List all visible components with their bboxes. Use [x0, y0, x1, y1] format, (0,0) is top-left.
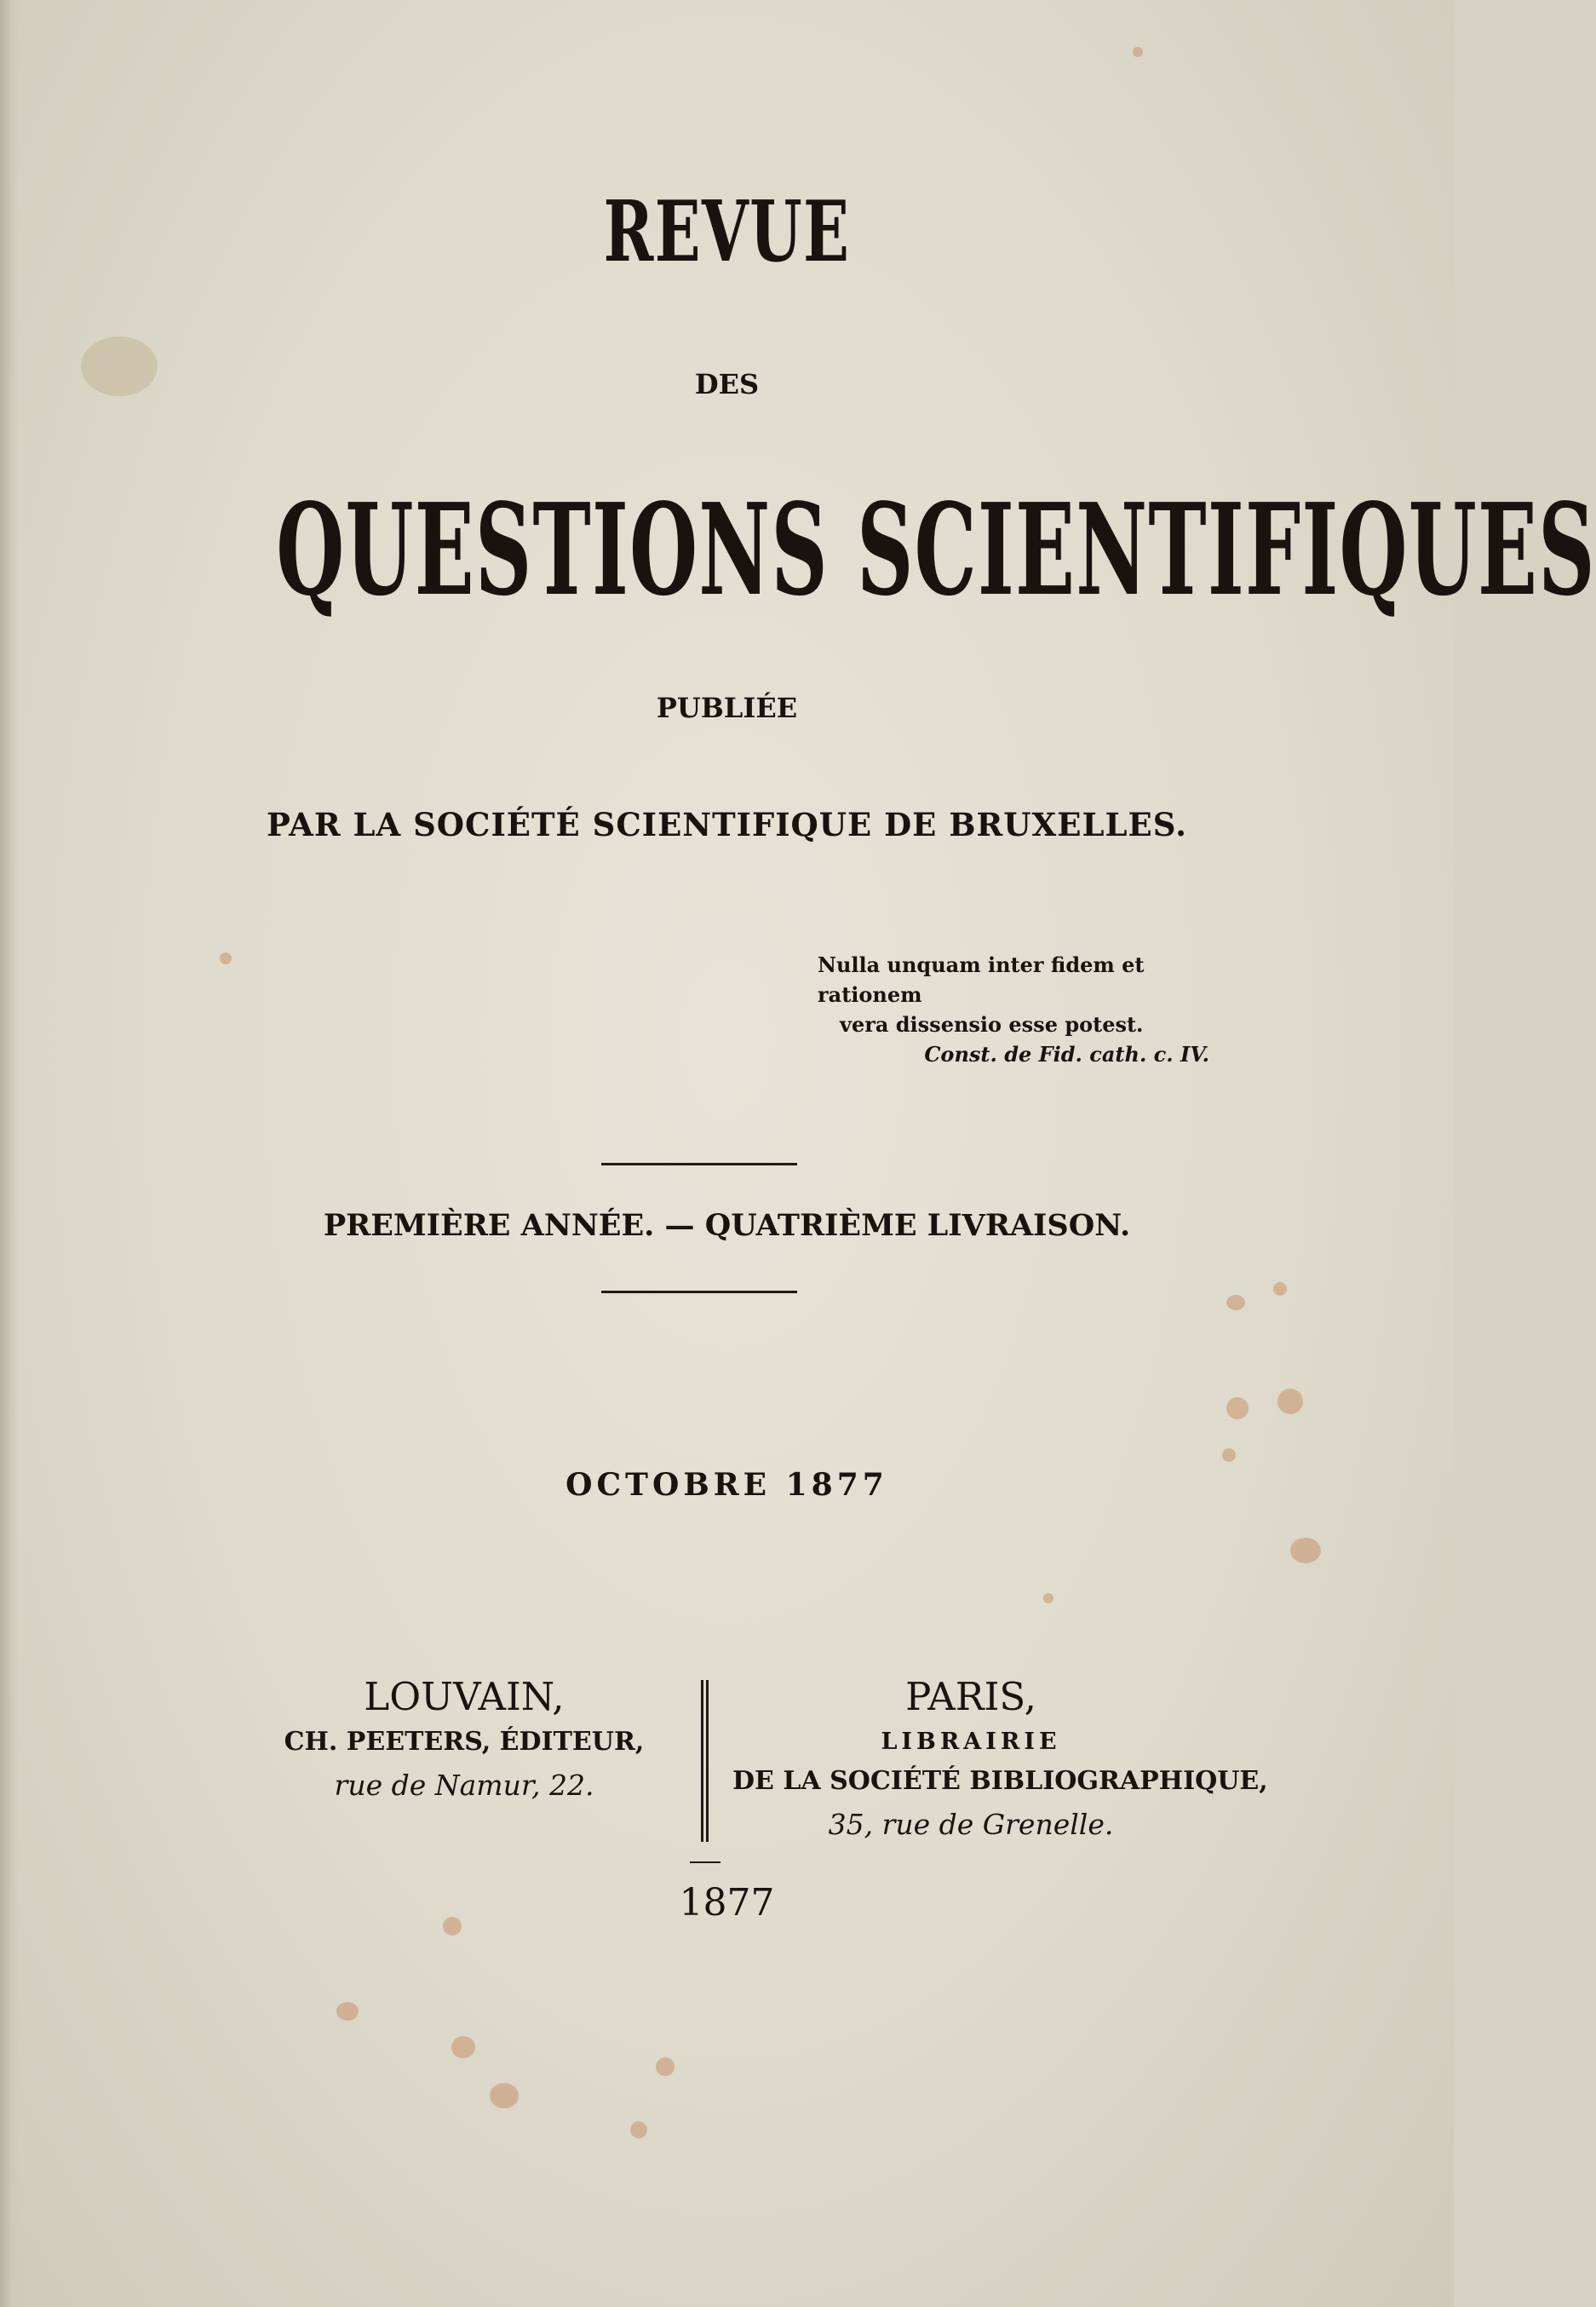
foxing-stain — [1226, 1397, 1249, 1419]
foxing-stain — [630, 2121, 647, 2138]
issue-date: OCTOBRE 1877 — [565, 1467, 888, 1503]
foxing-stain — [220, 952, 232, 964]
foxing-stain — [1277, 1389, 1303, 1414]
foxing-stain — [1222, 1448, 1236, 1462]
journal-title-revue: REVUE — [603, 183, 851, 281]
imprint-right-label: LIBRAIRIE — [881, 1729, 1061, 1755]
year-rule — [690, 1861, 720, 1863]
foxing-stain — [656, 2057, 675, 2076]
imprint-right-publisher: DE LA SOCIÉTÉ BIBLIOGRAPHIQUE, — [732, 1766, 1268, 1796]
divider-rule-top — [601, 1163, 797, 1165]
motto-line-1: Nulla unquam inter fidem et rationem — [818, 952, 1145, 1007]
foxing-stain — [1290, 1538, 1321, 1563]
journal-title-des: DES — [694, 368, 760, 400]
imprint-louvain — [230, 1671, 698, 1809]
foxing-stain — [451, 2036, 475, 2058]
motto-source: Const. de Fid. cath. c. IV. — [924, 1042, 1209, 1067]
latin-motto — [818, 950, 1209, 1069]
motto-line-2: vera dissensio esse potest. — [840, 1012, 1144, 1037]
divider-rule-bottom — [601, 1291, 797, 1293]
foxing-stain — [1133, 47, 1143, 57]
imprint-left-city: LOUVAIN, — [364, 1674, 565, 1719]
imprint-paris — [732, 1671, 1268, 1849]
imprint-double-rule — [701, 1680, 709, 1842]
imprint-right-address: 35, rue de Grenelle. — [828, 1808, 1114, 1841]
foxing-stain — [1273, 1282, 1287, 1296]
imprint-right-city: PARIS, — [905, 1674, 1036, 1719]
foxing-stain — [336, 2002, 359, 2021]
page-spine-edge — [0, 0, 19, 2307]
imprint-year: 1877 — [679, 1881, 775, 1924]
imprint-left-address: rue de Namur, 22. — [334, 1769, 594, 1802]
issue-volume-line: PREMIÈRE ANNÉE. — QUATRIÈME LIVRAISON. — [323, 1208, 1131, 1243]
foxing-stain — [490, 2083, 519, 2109]
society-line: PAR LA SOCIÉTÉ SCIENTIFIQUE DE BRUXELLES. — [267, 806, 1187, 843]
journal-title-main: QUESTIONS SCIENTIFIQUES — [276, 475, 1596, 624]
imprint-left-publisher: CH. PEETERS, ÉDITEUR, — [284, 1727, 645, 1757]
foxing-stain — [1226, 1295, 1245, 1310]
foxing-stain — [1043, 1593, 1053, 1603]
published-label: PUBLIÉE — [656, 692, 798, 724]
